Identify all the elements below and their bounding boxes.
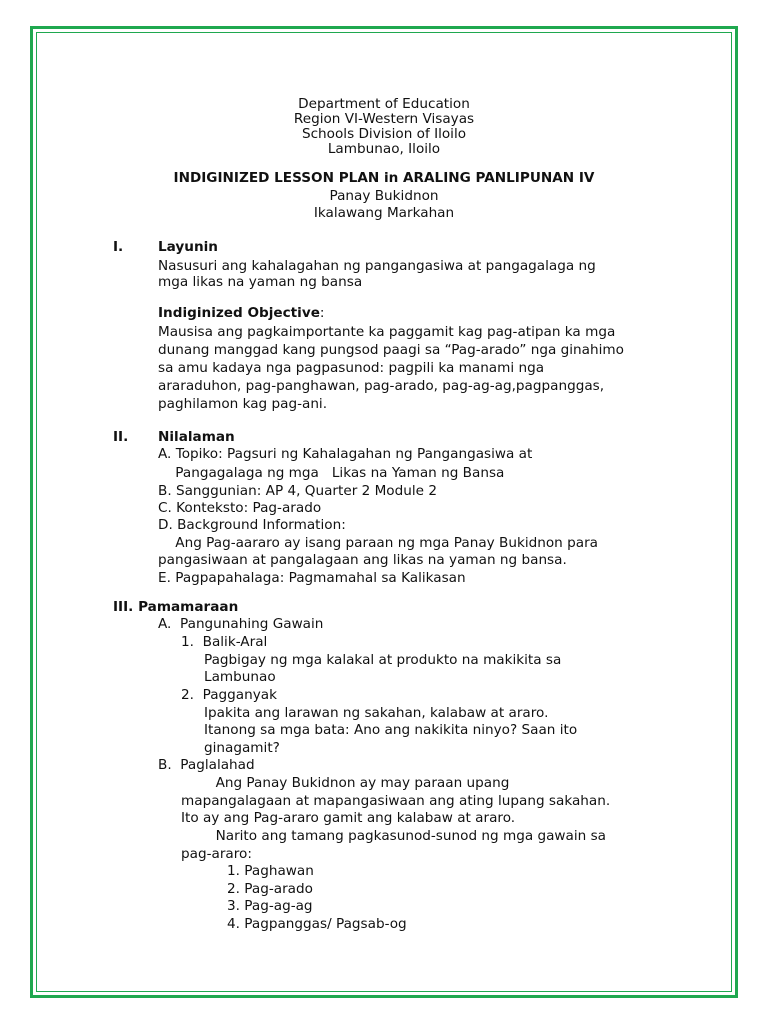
- numbered-step: 2. Pag-arado: [227, 881, 313, 897]
- objective-text: sa amu kadaya nga pagpasunod: pagpili ka manami nga: [158, 360, 545, 376]
- subtitle: Panay Bukidnon: [329, 188, 439, 204]
- paragraph-line: Ito ay ang Pag-araro gamit ang kalabaw at araro.: [181, 810, 516, 826]
- header-line: Department of Education: [298, 96, 470, 112]
- paragraph-line: pag-araro:: [181, 846, 252, 862]
- paragraph-line: Ang Panay Bukidnon ay may paraan upang: [181, 775, 510, 791]
- list-item: pangasiwaan at pangalagaan ang likas na yaman ng bansa.: [158, 552, 567, 568]
- paragraph-line: Narito ang tamang pagkasunod-sunod ng mga gawain sa: [181, 828, 607, 844]
- list-item: A. Topiko: Pagsuri ng Kahalagahan ng Pangangasiwa at: [158, 446, 533, 462]
- step-text: ginagamit?: [204, 740, 280, 756]
- label-colon: :: [319, 305, 325, 321]
- step-text: Lambunao: [204, 669, 276, 685]
- numbered-step: 3. Pag-ag-ag: [227, 898, 313, 914]
- header-line: Schools Division of Iloilo: [301, 126, 467, 142]
- paragraph-line: mapangalagaan at mapangasiwaan ang ating lupang sakahan.: [181, 793, 611, 809]
- indiginized-objective-label: [158, 305, 325, 322]
- objective-text: paghilamon kag pag-ani.: [158, 396, 328, 412]
- subsection-heading: B. Paglalahad: [158, 757, 255, 773]
- list-item: B. Sanggunian: AP 4, Quarter 2 Module 2: [158, 483, 437, 499]
- numbered-step: 1. Paghawan: [227, 863, 314, 879]
- section-heading: Nilalaman: [158, 429, 235, 445]
- step-text: Pagbigay ng mga kalakal at produkto na makikita sa: [204, 652, 562, 668]
- indiginized-objective-heading: Indiginized Objective: [158, 305, 320, 321]
- step-heading: 1. Balik-Aral: [181, 634, 268, 650]
- step-text: Ipakita ang larawan ng sakahan, kalabaw at araro.: [204, 705, 549, 721]
- section-numeral: I.: [113, 239, 124, 255]
- list-item: D. Background Information:: [158, 517, 346, 533]
- section-text: mga likas na yaman ng bansa: [158, 274, 363, 290]
- section-heading: Layunin: [158, 239, 218, 255]
- list-item: Pangagalaga ng mga Likas na Yaman ng Bansa: [158, 465, 505, 481]
- list-item: E. Pagpapahalaga: Pagmamahal sa Kalikasan: [158, 570, 466, 586]
- subtitle: Ikalawang Markahan: [313, 205, 455, 221]
- numbered-step: 4. Pagpanggas/ Pagsab-og: [227, 916, 407, 932]
- section-text: Nasusuri ang kahalagahan ng pangangasiwa at pangagalaga ng: [158, 258, 596, 274]
- header-line: Region VI-Western Visayas: [293, 111, 475, 127]
- step-text: Itanong sa mga bata: Ano ang nakikita ninyo? Saan ito: [204, 722, 578, 738]
- header-line: Lambunao, Iloilo: [327, 141, 441, 157]
- objective-text: araraduhon, pag-panghawan, pag-arado, pag-ag-ag,pagpanggas,: [158, 378, 605, 394]
- section-heading: III. Pamamaraan: [113, 599, 239, 615]
- list-item: C. Konteksto: Pag-arado: [158, 500, 322, 516]
- step-heading: 2. Pagganyak: [181, 687, 277, 703]
- document-title: INDIGINIZED LESSON PLAN in ARALING PANLIPUNAN IV: [173, 170, 595, 186]
- objective-text: Mausisa ang pagkaimportante ka paggamit kag pag-atipan ka mga: [158, 324, 616, 340]
- subsection-heading: A. Pangunahing Gawain: [158, 616, 324, 632]
- section-numeral: II.: [113, 429, 129, 445]
- list-item: Ang Pag-aararo ay isang paraan ng mga Panay Bukidnon para: [158, 535, 598, 551]
- objective-text: dunang manggad kang pungsod paagi sa “Pag-arado” nga ginahimo: [158, 342, 624, 358]
